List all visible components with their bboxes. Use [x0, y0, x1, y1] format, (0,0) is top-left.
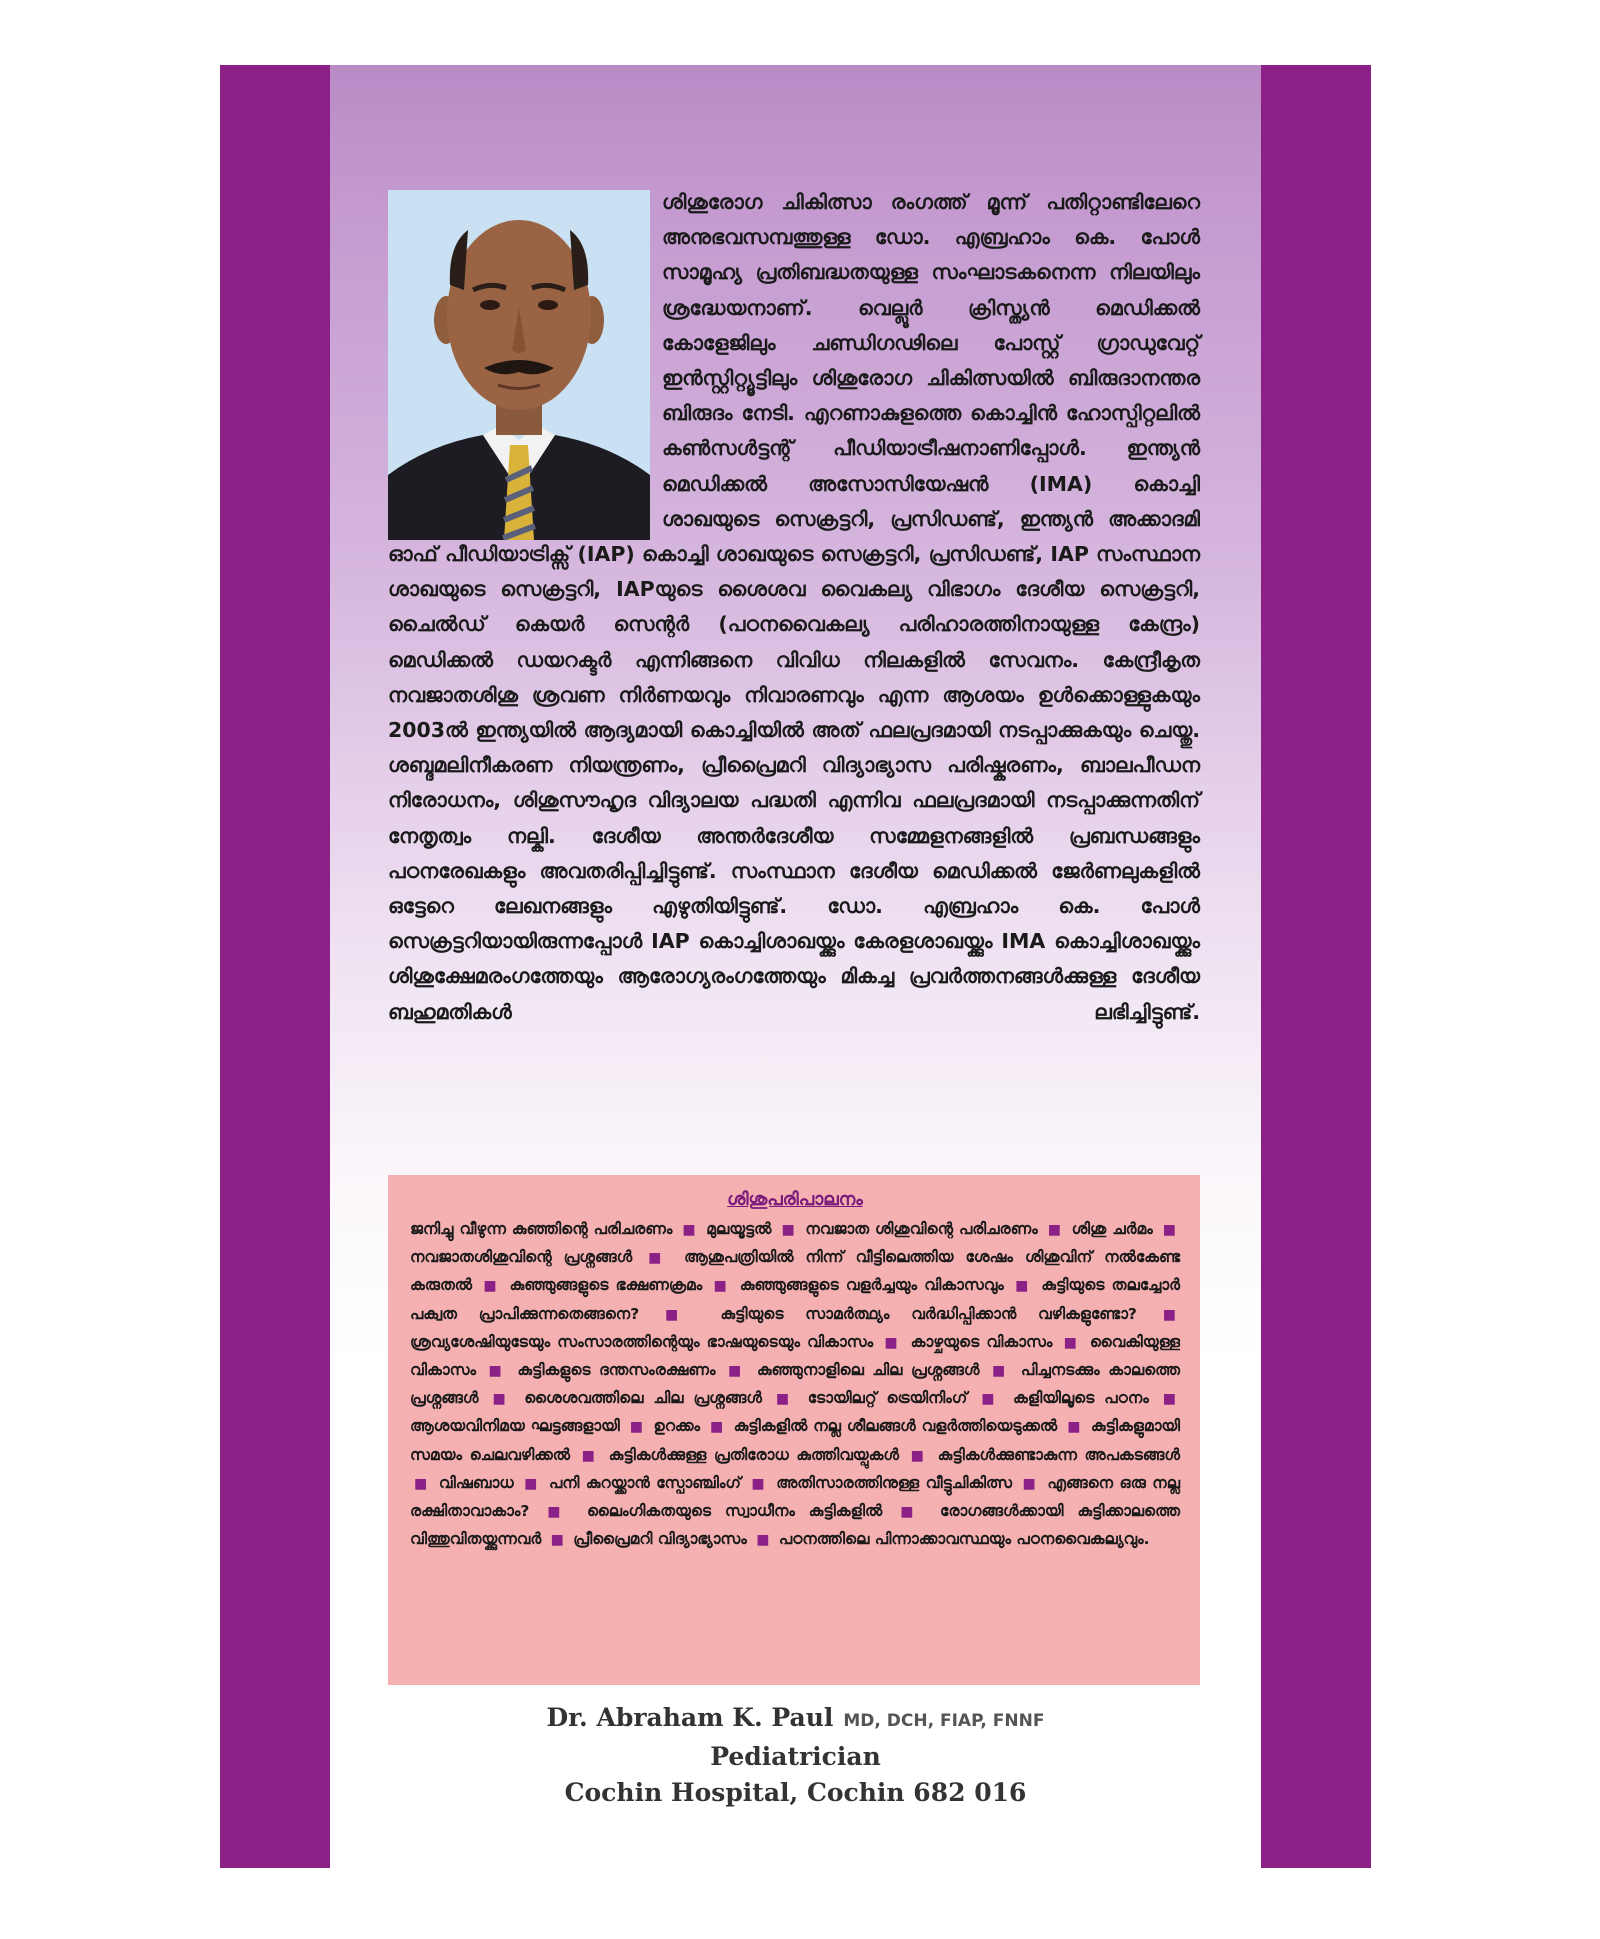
square-bullet-icon: ■: [1047, 1222, 1062, 1238]
square-bullet-icon: ■: [1067, 1419, 1081, 1436]
square-bullet-icon: ■: [581, 1447, 598, 1464]
author-degrees: MD, DCH, FIAP, FNNF: [843, 1711, 1045, 1731]
contents-item: വൈകിയുള്ള വികാസം: [410, 1332, 1180, 1380]
square-bullet-icon: ■: [682, 1222, 697, 1238]
contents-item: കളിയിലൂടെ പഠനം: [1013, 1389, 1149, 1408]
contents-item: അതിസാരത്തിനുള്ള വീട്ടുചികിത്സ: [776, 1473, 1013, 1492]
contents-item: ജനിച്ചു വീഴുന്ന കുഞ്ഞിന്റെ പരിചരണം: [410, 1220, 673, 1238]
square-bullet-icon: ■: [756, 1532, 770, 1549]
square-bullet-icon: ■: [900, 1504, 923, 1521]
contents-item: കുഞ്ഞുങ്ങളുടെ വളർച്ചയും വികാസവും: [739, 1276, 1004, 1295]
contents-item: ഉറക്കം: [653, 1417, 700, 1436]
contents-item: ലൈംഗികതയുടെ സ്വാധീനം കുട്ടികളിൽ: [587, 1502, 883, 1521]
square-bullet-icon: ■: [414, 1475, 429, 1492]
contents-item: കാഴ്ചയുടെ വികാസം: [910, 1332, 1053, 1351]
contents-item: ശിശു ചർമം: [1071, 1220, 1153, 1238]
square-bullet-icon: ■: [550, 1532, 564, 1549]
contents-item: നവജാതശിശുവിന്റെ പ്രശ്നങ്ങൾ: [410, 1248, 633, 1267]
contents-item: പഠനത്തിലെ പിന്നാക്കാവസ്ഥയും പഠനവൈകല്യവും.: [778, 1530, 1150, 1549]
square-bullet-icon: ■: [1063, 1334, 1079, 1351]
contents-item: കുട്ടികളിൽ നല്ല ശീലങ്ങൾ വളർത്തിയെടുക്കൽ: [733, 1417, 1058, 1436]
contents-item: വിഷബാധ: [438, 1473, 514, 1492]
contents-item: എങ്ങനെ ഒരു നല്ല രക്ഷിതാവാകാം?: [410, 1473, 1180, 1521]
author-name: Dr. Abraham K. Paul: [546, 1703, 834, 1732]
square-bullet-icon: ■: [1015, 1278, 1031, 1295]
square-bullet-icon: ■: [492, 1391, 511, 1408]
square-bullet-icon: ■: [713, 1278, 729, 1295]
contents-item: ആശയവിനിമയ ഘട്ടങ്ങളായി: [410, 1417, 620, 1436]
square-bullet-icon: ■: [910, 1447, 927, 1464]
square-bullet-icon: ■: [884, 1334, 900, 1351]
square-bullet-icon: ■: [751, 1475, 766, 1492]
contents-item: പനി കുറയ്ക്കാൻ സ്പോഞ്ചിംഗ്: [548, 1473, 741, 1492]
square-bullet-icon: ■: [709, 1419, 724, 1436]
contents-item: കുട്ടികൾക്കുള്ള പ്രതിരോധ കുത്തിവയ്പുകൾ: [608, 1445, 899, 1464]
contents-item: ടോയിലറ്റ് ട്രെയിനിംഗ്: [807, 1389, 968, 1408]
left-purple-band: [220, 65, 330, 1868]
square-bullet-icon: ■: [781, 1222, 796, 1238]
square-bullet-icon: ■: [775, 1391, 794, 1408]
square-bullet-icon: ■: [728, 1363, 745, 1380]
author-role: Pediatrician: [710, 1742, 881, 1771]
author-credit: [330, 1700, 1261, 1811]
contents-item: കുട്ടിയുടെ തലച്ചോർ പക്വത പ്രാപിക്കുന്നതെങ്ങനെ?: [410, 1276, 1180, 1323]
photo-wrap-spacer: [388, 185, 662, 537]
contents-item: ശ്രവ്യശേഷിയുടേയും സംസാരത്തിന്റെയും ഭാഷയുടെയും വികാസം: [410, 1332, 874, 1351]
square-bullet-icon: ■: [1162, 1222, 1176, 1238]
square-bullet-icon: ■: [665, 1306, 695, 1323]
author-biography: [388, 185, 1200, 1030]
contents-item: രോഗങ്ങൾക്കായി കുട്ടിക്കാലത്തെ വിത്തുവിതയ്ക്കുന്നവർ: [410, 1502, 1180, 1549]
biography-text: ശിശുരോഗ ചികിത്സാ രംഗത്ത് മൂന്ന് പതിറ്റാണ്ടിലേറെ അനുഭവസമ്പത്തുള്ള ഡോ. എബ്രഹാം കെ. പോൾ സാമൂഹ്യ പ്രതിബദ്ധതയുള്ള സംഘാടകനെന്ന നിലയിലും ശ്രദ്ധേയനാണ്. വെല്ലൂർ ക്രിസ്ത്യൻ മെഡിക്കൽ കോളേജിലും ചണ്ഡിഗഢിലെ പോസ്റ്റ് ഗ്രാഡുവേറ്റ് ഇൻസ്റ്റിറ്റ്യൂട്ടിലും ശിശുരോഗ ചികിത്സയിൽ ബിരുദാനന്തര ബിരുദം നേടി. എറണാകുളത്തെ കൊച്ചിൻ ഹോസ്പിറ്റലിൽ കൺസൾട്ടന്റ് പീഡിയാട്രീഷനാണിപ്പോൾ. ഇന്ത്യൻ മെഡിക്കൽ അസോസിയേഷൻ (IMA) കൊച്ചി ശാഖയുടെ സെക്രട്ടറി, പ്രസിഡണ്ട്, ഇന്ത്യൻ അക്കാദമി ഓഫ് പീഡിയാട്രിക്സ് (IAP) കൊച്ചി ശാഖയുടെ സെക്രട്ടറി, പ്രസിഡണ്ട്, IAP സംസ്ഥാന ശാഖയുടെ സെക്രട്ടറി, IAPയുടെ ശൈശവ വൈകല്യ വിഭാഗം ദേശീയ സെക്രട്ടറി, ചൈൽഡ് കെയർ സെന്റർ (പഠനവൈകല്യ പരിഹാരത്തിനായുള്ള കേന്ദ്രം) മെഡിക്കൽ ഡയറക്ടർ എന്നിങ്ങനെ വിവിധ നിലകളിൽ സേവനം. കേന്ദ്രീകൃത നവജാതശിശു ശ്രവണ നിർണയവും നിവാരണവും എന്ന ആശയം ഉൾക്കൊള്ളുകയും 2003ൽ ഇന്ത്യയിൽ ആദ്യമായി കൊച്ചിയിൽ അത് ഫലപ്രദമായി നടപ്പാക്കുകയും ചെയ്തു. ശബ്ദമലിനീകരണ നിയന്ത്രണം, പ്രീപ്രൈമറി വിദ്യാഭ്യാസ പരിഷ്കരണം, ബാലപീഡന നിരോധനം, ശിശുസൗഹൃദ വിദ്യാലയ പദ്ധതി എന്നിവ ഫലപ്രദമായി നടപ്പാക്കുന്നതിന് നേതൃത്വം നല്കി. ദേശീയ അന്തർദേശീയ സമ്മേളനങ്ങളിൽ പ്രബന്ധങ്ങളും പഠനരേഖകളും അവതരിപ്പിച്ചിട്ടുണ്ട്. സംസ്ഥാന ദേശീയ മെഡിക്കൽ ജേർണലുകളിൽ ഒട്ടേറെ ലേഖനങ്ങളും എഴുതിയിട്ടുണ്ട്. ഡോ. എബ്രഹാം കെ. പോൾ സെക്രട്ടറിയായിരുന്നപ്പോൾ IAP കൊച്ചിശാഖയ്ക്കും കേരളശാഖയ്ക്കും IMA കൊച്ചിശാഖയ്ക്കും ശിശുക്ഷേമരംഗത്തേയും ആരോഗ്യരംഗത്തേയും മികച്ച പ്രവർത്തനങ്ങൾക്കുള്ള ദേശീയ ബഹുമതികൾ ലഭിച്ചിട്ടുണ്ട്.: [388, 190, 1200, 1024]
square-bullet-icon: ■: [981, 1391, 1000, 1408]
contents-item: കുട്ടിയുടെ സാമർത്ഥ്യം വർദ്ധിപ്പിക്കാൻ വഴികളുണ്ടോ?: [720, 1304, 1137, 1323]
contents-item: മുലയൂട്ടൽ: [706, 1220, 772, 1238]
contents-item: ആശുപത്രിയിൽ നിന്ന് വീട്ടിലെത്തിയ ശേഷം ശിശുവിന് നൽകേണ്ട കരുതൽ: [410, 1248, 1180, 1295]
square-bullet-icon: ■: [547, 1504, 570, 1521]
content-panel: [330, 65, 1261, 1868]
square-bullet-icon: ■: [1162, 1306, 1176, 1323]
square-bullet-icon: ■: [1022, 1475, 1037, 1492]
right-purple-band: [1261, 65, 1371, 1868]
contents-title: ശിശുപരിപാലനം: [727, 1189, 863, 1210]
contents-item: കുഞ്ഞുനാളിലെ ചില പ്രശ്നങ്ങൾ: [756, 1361, 980, 1380]
book-back-cover: [220, 65, 1371, 1868]
contents-item: കുട്ടികളുടെ ദന്തസംരക്ഷണം: [517, 1361, 716, 1380]
contents-box: [388, 1175, 1200, 1685]
contents-item: ശൈശവത്തിലെ ചില പ്രശ്നങ്ങൾ: [524, 1389, 762, 1408]
contents-item: കുട്ടികളുമായി സമയം ചെലവഴിക്കൽ: [410, 1417, 1181, 1464]
square-bullet-icon: ■: [648, 1250, 669, 1267]
contents-item: പിച്ചനടക്കും കാലത്തെ പ്രശ്നങ്ങൾ: [410, 1361, 1181, 1408]
contents-item: പ്രീപ്രൈമറി വിദ്യാഭ്യാസം: [573, 1530, 747, 1549]
contents-item: നവജാത ശിശുവിന്റെ പരിചരണം: [805, 1220, 1038, 1238]
square-bullet-icon: ■: [629, 1419, 644, 1436]
contents-item: കുട്ടികൾക്കുണ്ടാകുന്ന അപകടങ്ങൾ: [937, 1445, 1180, 1464]
square-bullet-icon: ■: [524, 1475, 539, 1492]
square-bullet-icon: ■: [483, 1278, 499, 1295]
square-bullet-icon: ■: [991, 1363, 1009, 1380]
contents-list: [410, 1216, 1180, 1554]
author-name-line: [330, 1700, 1261, 1739]
author-address: Cochin Hospital, Cochin 682 016: [564, 1778, 1027, 1807]
square-bullet-icon: ■: [1162, 1391, 1176, 1408]
contents-item: കുഞ്ഞുങ്ങളുടെ ഭക്ഷണക്രമം: [509, 1276, 703, 1295]
square-bullet-icon: ■: [488, 1363, 505, 1380]
